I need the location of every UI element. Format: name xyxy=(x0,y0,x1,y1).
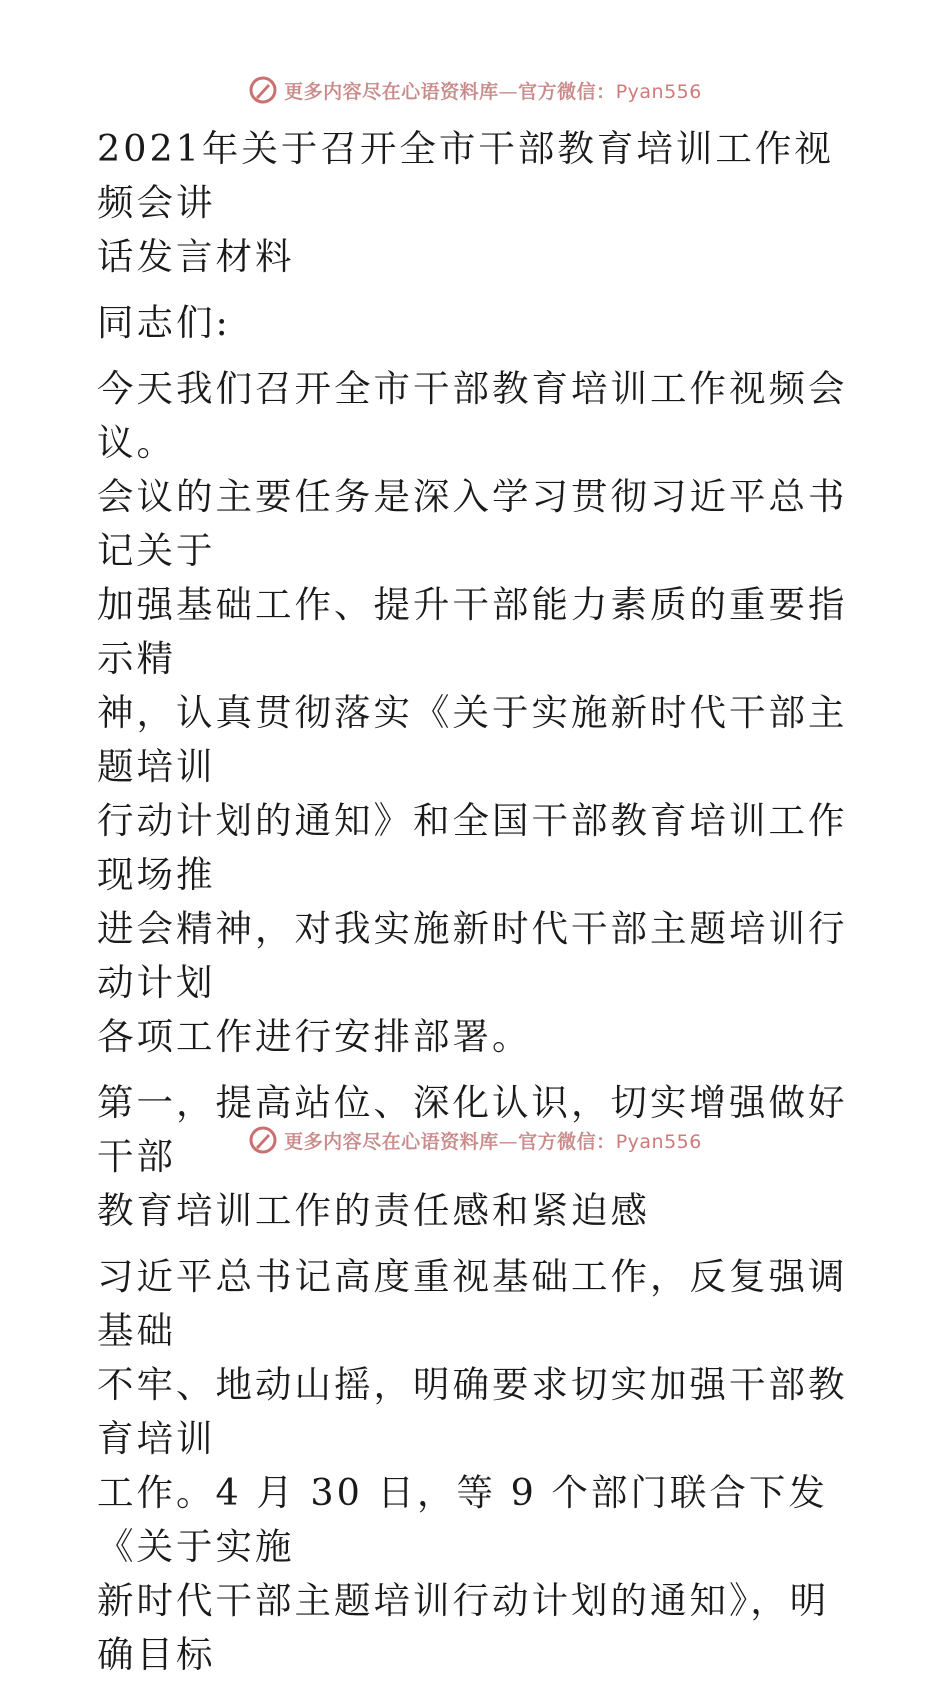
watermark-text: 更多内容尽在心语资料库—官方微信：Pyan556 xyxy=(284,1130,702,1153)
paragraph-section-1: 习近平总书记高度重视基础工作，反复强调基础 不牢、地动山摇，明确要求切实加强干部教育培训 工作。4 月 30 日，等 9 个部门联合下发《关于实施 新时代干部主题培训行动计划的通知》，明确目标 xyxy=(97,1255,848,1676)
footer-watermark xyxy=(0,1120,950,1160)
pen-logo-icon xyxy=(248,75,278,105)
section-heading-1: 第一，提高站位、深化认识，切实增强做好干部 教育培训工作的责任感和紧迫感 xyxy=(97,1081,848,1232)
salutation: 同志们: xyxy=(97,301,231,344)
document-title: 2021年关于召开全市干部教育培训工作视频会讲 话发言材料 xyxy=(97,127,834,278)
watermark-text: 更多内容尽在心语资料库—官方微信：Pyan556 xyxy=(284,80,702,103)
document-body xyxy=(97,122,857,1682)
pen-logo-icon xyxy=(248,1125,278,1155)
paragraph-intro: 今天我们召开全市干部教育培训工作视频会议。 会议的主要任务是深入学习贯彻习近平总书记关于 加强基础工作、提升干部能力素质的重要指示精 神，认真贯彻落实《关于实施新时代干部主题培训 行动计划的通知》和全国干部教育培训工作现场推 进会精神，对我实施新时代干部主题培训行动计划 各项工作进行安排部署。 xyxy=(97,367,848,1058)
header-watermark xyxy=(0,70,950,110)
